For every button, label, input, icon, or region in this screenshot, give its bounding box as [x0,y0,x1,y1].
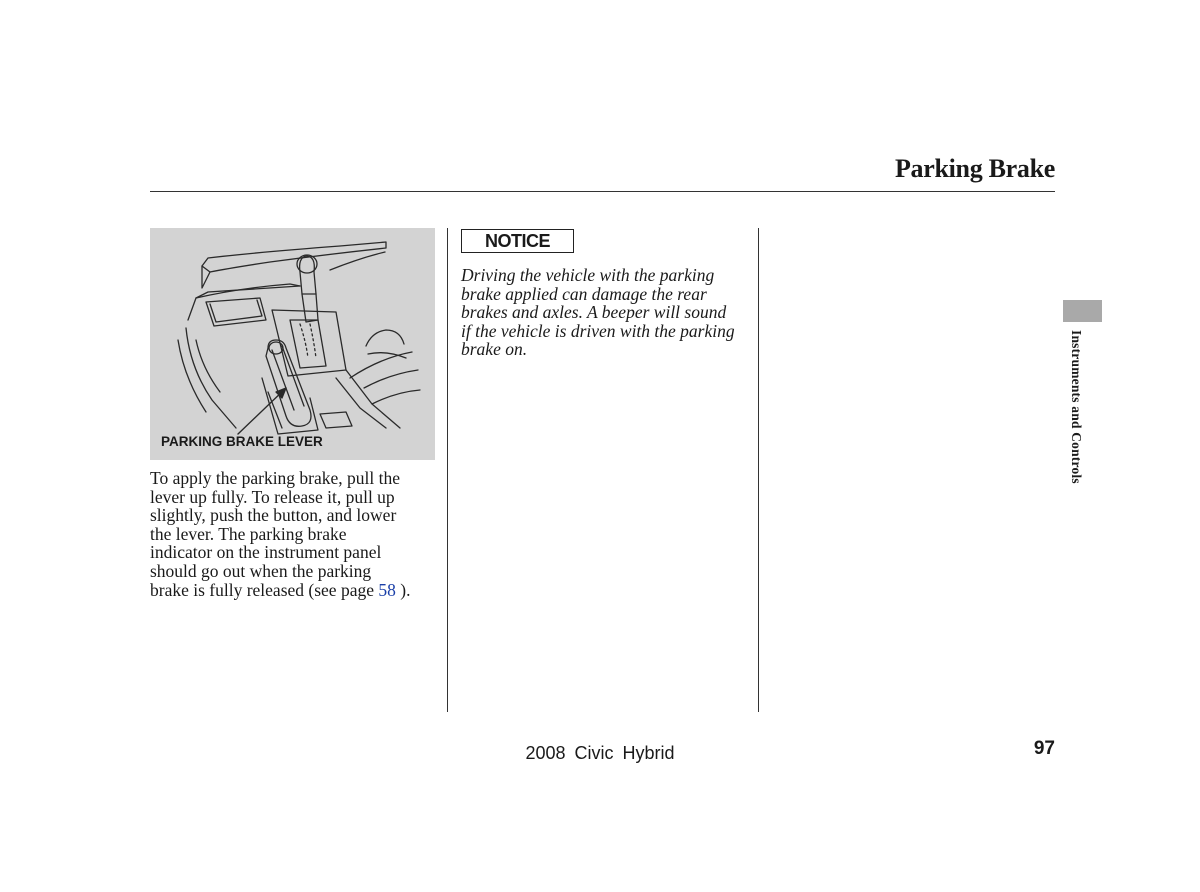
text-line: indicator on the instrument panel [150,542,382,563]
text-line: slightly, push the button, and lower [150,505,397,526]
notice-line: brake applied can damage the rear [461,283,707,304]
notice-line: brake on. [461,339,528,360]
parking-brake-illustration [150,228,435,460]
text-fragment: brake is fully released (see page [150,579,379,600]
column-divider [447,228,448,712]
figure-caption: PARKING BRAKE LEVER [161,434,323,449]
page-title: Parking Brake [894,154,1055,183]
section-tab [1063,300,1102,322]
notice-line: if the vehicle is driven with the parking [461,320,735,341]
section-tab-text: Instruments and Controls [1069,330,1084,484]
notice-line: brakes and axles. A beeper will sound [461,302,727,323]
title-divider [150,191,1055,192]
column-divider [758,228,759,712]
text-fragment: ). [395,579,411,600]
section-tab-label [1066,330,1086,510]
text-line: should go out when the parking [150,560,372,581]
page-reference-link[interactable]: 58 [378,579,396,600]
footer-model: 2008 Civic Hybrid [525,743,675,763]
notice-paragraph [461,266,753,359]
instructions-paragraph [150,469,442,599]
console-drawing [150,228,435,460]
page-number: 97 [1033,738,1055,759]
text-line: lever up fully. To release it, pull up [150,486,395,507]
notice-label: NOTICE [461,229,574,253]
text-line-last [150,581,442,600]
notice-line: Driving the vehicle with the parking [461,265,715,285]
text-line: the lever. The parking brake [150,523,347,544]
text-line: To apply the parking brake, pull the [150,468,401,488]
